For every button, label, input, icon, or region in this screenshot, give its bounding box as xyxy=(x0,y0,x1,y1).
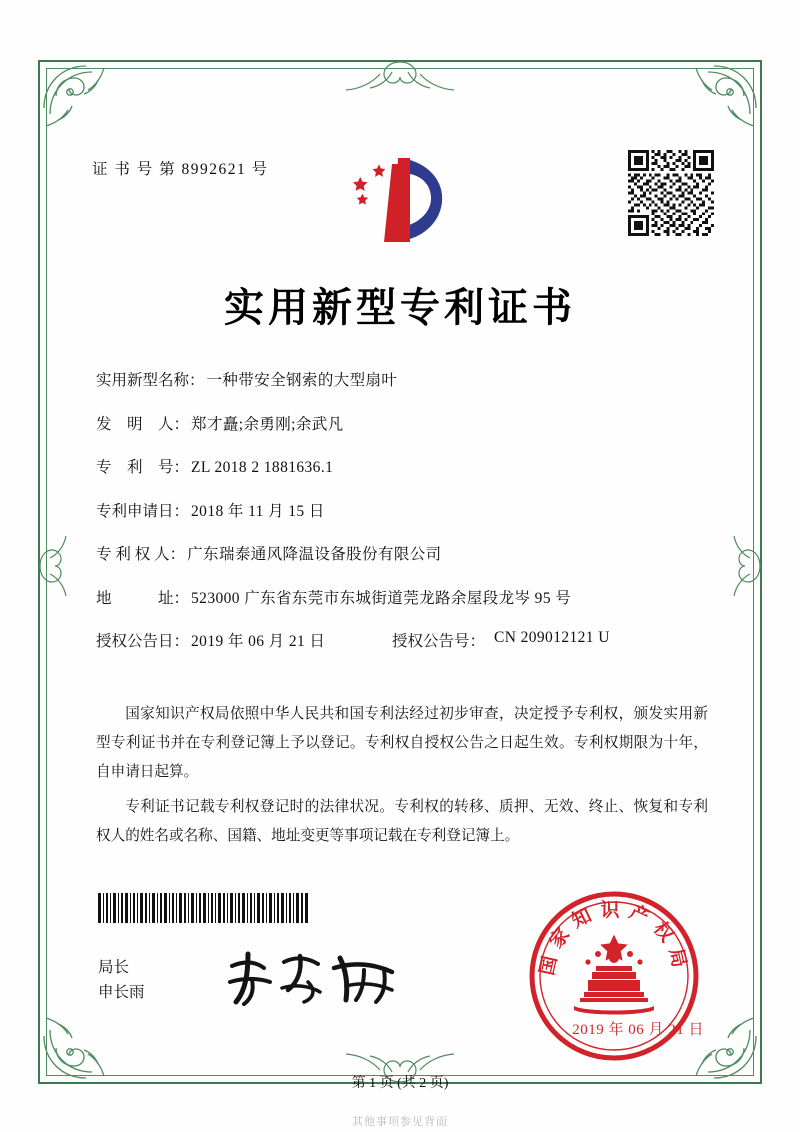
field-value: 2019 年 06 月 21 日 xyxy=(191,633,326,650)
field-label: 实用新型名称 xyxy=(96,372,190,389)
field-label-secondary-text: 授权公告号 xyxy=(392,633,470,650)
field-row-utility-model-name xyxy=(96,368,708,390)
footer-note: 其他事项参见背面 xyxy=(352,1116,448,1128)
field-label: 专利申请日 xyxy=(96,502,174,520)
field-value: 523000 广东省东莞市东城街道莞龙路余屋段龙岑 95 号 xyxy=(191,589,572,607)
field-colon-secondary: ： xyxy=(469,633,486,650)
field-row-application-date xyxy=(96,499,708,521)
barcode xyxy=(98,893,310,923)
handwritten-signature-icon xyxy=(222,946,412,1010)
signature-name: 申长雨 xyxy=(98,984,145,1001)
field-label: 专 利 号 xyxy=(96,459,174,476)
field-colon: ： xyxy=(173,459,190,476)
field-value-secondary: CN 209012121 U xyxy=(494,629,610,646)
paragraph-1: 国家知识产权局依照中华人民共和国专利法经过初步审查，决定授予专利权，颁发实用新型专利证书并在专利登记簿上予以登记。专利权自授权公告之日起生效。专利权期限为十年，自申请日起算。 xyxy=(96,706,708,780)
field-value: 一种带安全钢索的大型扇叶 xyxy=(206,372,398,389)
field-value: ZL 2018 2 1881636.1 xyxy=(191,459,334,476)
field-value: 广东瑞泰通风降温设备股份有限公司 xyxy=(187,546,442,563)
signature-title: 局长 xyxy=(98,959,130,976)
field-label: 发 明 人 xyxy=(96,415,174,433)
field-row-address xyxy=(96,586,708,608)
page-number: 第 1 页 (共 2 页) xyxy=(351,1076,449,1091)
field-row-grant-announcement xyxy=(96,629,708,651)
signature-block xyxy=(98,955,145,1005)
field-colon: ： xyxy=(169,546,186,563)
cnipa-logo-icon xyxy=(348,152,452,248)
field-label: 地 址 xyxy=(96,589,174,607)
paragraph-2: 专利证书记载专利权登记时的法律状况。专利权的转移、质押、无效、终止、恢复和专利权人的姓名或名称、国籍、地址变更等事项记载在专利登记簿上。 xyxy=(96,799,708,844)
field-colon: ： xyxy=(189,372,205,389)
field-value: 郑才矗;余勇刚;余武凡 xyxy=(191,415,344,433)
field-colon: ： xyxy=(173,589,190,607)
field-colon: ： xyxy=(173,502,190,520)
field-row-patentee xyxy=(96,542,708,564)
qr-code-icon xyxy=(628,150,714,236)
body-text xyxy=(96,700,708,857)
field-colon: ： xyxy=(173,633,190,650)
field-row-inventors xyxy=(96,412,708,434)
field-label: 授权公告日 xyxy=(96,633,174,650)
field-value: 2018 年 11 月 15 日 xyxy=(191,502,325,520)
seal-date: 2019 年 06 月 21 日 xyxy=(572,1022,704,1038)
field-row-patent-number xyxy=(96,455,708,477)
field-label: 专 利 权 人 xyxy=(96,546,170,563)
page-title: 实用新型专利证书 xyxy=(224,284,576,331)
field-label-secondary xyxy=(392,629,485,651)
field-list xyxy=(96,368,708,673)
seal-ring-text: 国家知识产权局 xyxy=(535,899,693,978)
field-colon: ： xyxy=(173,415,190,433)
certificate-number: 证 书 号 第 8992621 号 xyxy=(92,161,269,178)
